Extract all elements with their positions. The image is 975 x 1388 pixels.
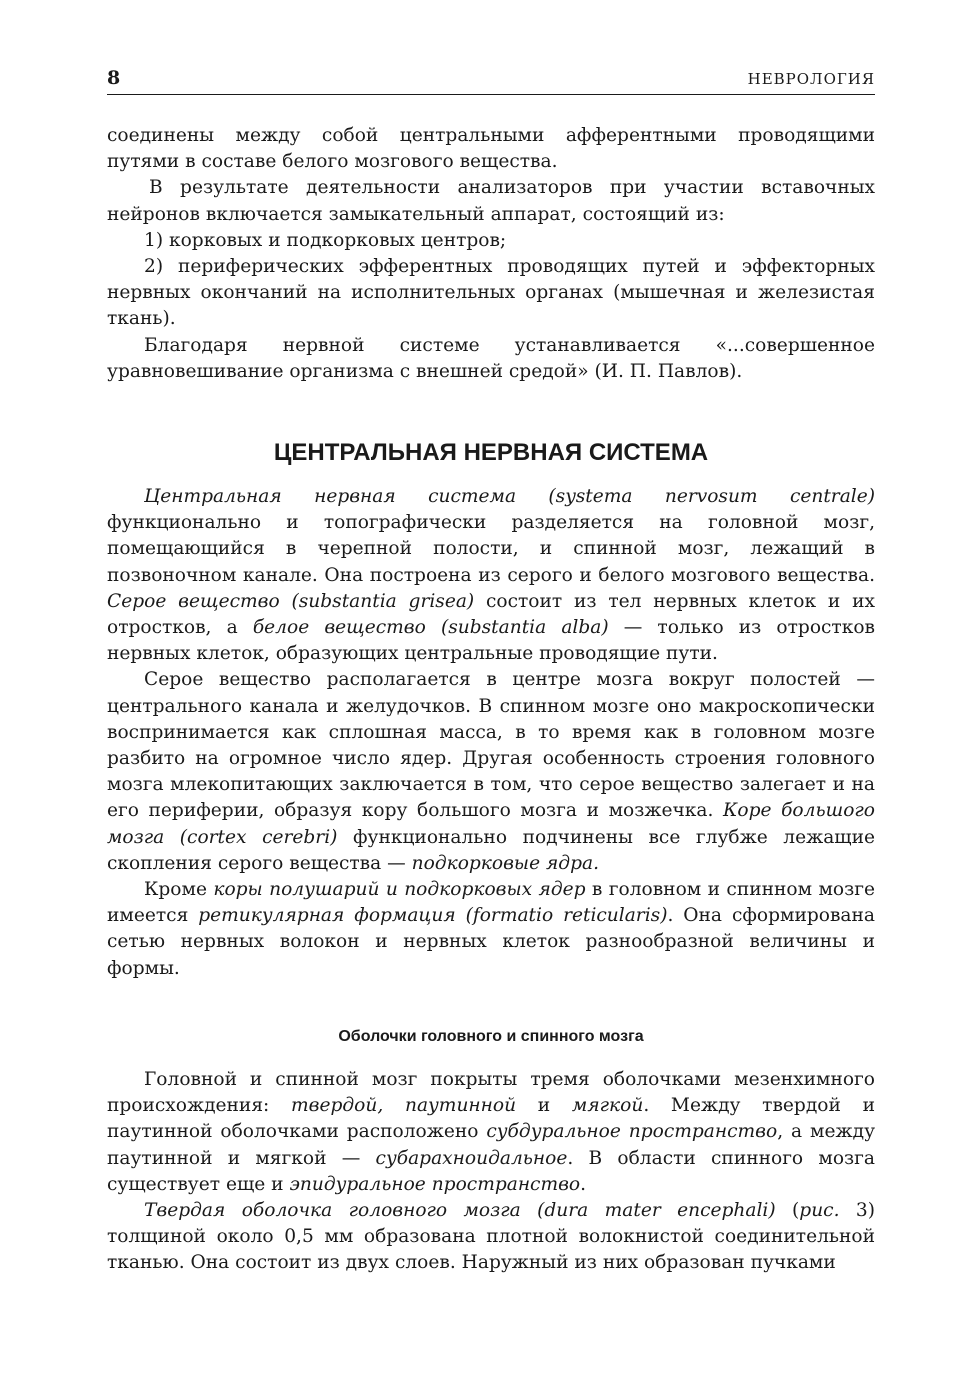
term-reticular-formation: ретикулярная формация (formatio reticularis): [198, 905, 668, 927]
intro-paragraph-2: В результате деятельности анализаторов при участии вставочных нейронов включается замыкательный аппарат, состоящий из:: [107, 177, 875, 225]
term-pia: мягкой: [571, 1095, 644, 1117]
meninges-paragraph-1: Головной и спинной мозг покрыты тремя оболочками мезенхимного происхождения: твердой, паутинной и мягкой. Между твердой и паутинной оболочками расположено субдуральное пространство, а между паутинной и мягкой — субарахноидальное. В области спинного мозга существует еще и эпидуральное пространство.: [107, 1068, 876, 1195]
list-item-2: 2) периферических эфферентных проводящих путей и эффекторных нервных окончаний на исполнительных органах (мышечная и железистая ткань).: [107, 256, 875, 330]
meninges-paragraph-2: Твердая оболочка головного мозга (dura mater encephali) (рис. 3) толщиной около 0,5 мм образована плотной волокнистой соединительной тканью. Она состоит из двух слоев. Наружный из них образован пучками: [107, 1199, 875, 1274]
figure-reference: рис.: [799, 1199, 840, 1221]
term-subcortical-nuclei: подкорковые ядра.: [411, 852, 599, 874]
intro-paragraph-1: соединены между собой центральными афферентными проводящими путями в составе белого мозгового вещества.: [107, 125, 875, 173]
term-dura-mater: Твердая оболочка головного мозга (dura mater encephali): [144, 1199, 776, 1221]
page-number: 8: [107, 67, 121, 89]
running-section-title: НЕВРОЛОГИЯ: [747, 70, 875, 88]
term-cns: Центральная нервная система (systema nervosum centrale): [144, 486, 875, 508]
running-head: [107, 64, 875, 95]
term-cortex: Коре большого мозга (cortex cerebri): [107, 800, 875, 848]
page-body: [107, 123, 875, 1277]
term-epidural-space: эпидуральное пространство: [289, 1173, 581, 1195]
term-white-matter: белое вещество (substantia alba): [252, 617, 609, 639]
term-cortex-nuclei: коры полушарий и подкорковых ядер: [213, 879, 586, 901]
term-grey-matter: Серое вещество (substantia grisea): [107, 590, 475, 612]
cns-paragraph-2: Серое вещество располагается в центре мозга вокруг полостей — центрального канала и желудочков. В спинном мозге оно макроскопически воспринимается как сплошная масса, в то время как в головном мозге разбито на огромное число ядер. Другая особенность строения головного мозга млекопитающих заключается в том, что серое вещество залегает и на его периферии, образуя кору большого мозга и мозжечка. Коре большого мозга (cortex cerebri) функционально подчинены все глубже лежащие скопления серого вещества — подкорковые ядра.: [107, 669, 875, 874]
book-page: [107, 64, 875, 1277]
term-subdural-space: субдуральное пространство: [486, 1121, 778, 1143]
cns-paragraph-1: Центральная нервная система (systema nervosum centrale) функционально и топографически разделяется на головной мозг, помещающийся в черепной полости, и спинной мозг, лежащий в позвоночном канале. Она построена из серого и белого мозгового вещества. Серое вещество (substantia grisea) состоит из тел нервных клеток и их отростков, а белое вещество (substantia alba) — только из отростков нервных клеток, образующих центральные проводящие пути.: [107, 486, 875, 665]
list-item-1: 1) корковых и подкорковых центров;: [144, 229, 507, 251]
cns-paragraph-3: Кроме коры полушарий и подкорковых ядер в головном и спинном мозге имеется ретикулярная формация (formatio reticularis). Она сформирована сетью нервных волокон и нервных клеток разнообразной величины и формы.: [107, 879, 875, 979]
chapter-heading: ЦЕНТРАЛЬНАЯ НЕРВНАЯ СИСТЕМА: [273, 439, 709, 467]
term-dura-arachnoid: твердой, паутинной: [291, 1095, 517, 1117]
section-heading: Оболочки головного и спинного мозга: [338, 1027, 644, 1045]
intro-paragraph-pavlov: Благодаря нервной системе устанавливается «...совершенное уравновешивание организма с внешней средой» (И. П. Павлов).: [107, 334, 875, 382]
term-subarachnoid: субарахноидальное: [375, 1147, 568, 1169]
